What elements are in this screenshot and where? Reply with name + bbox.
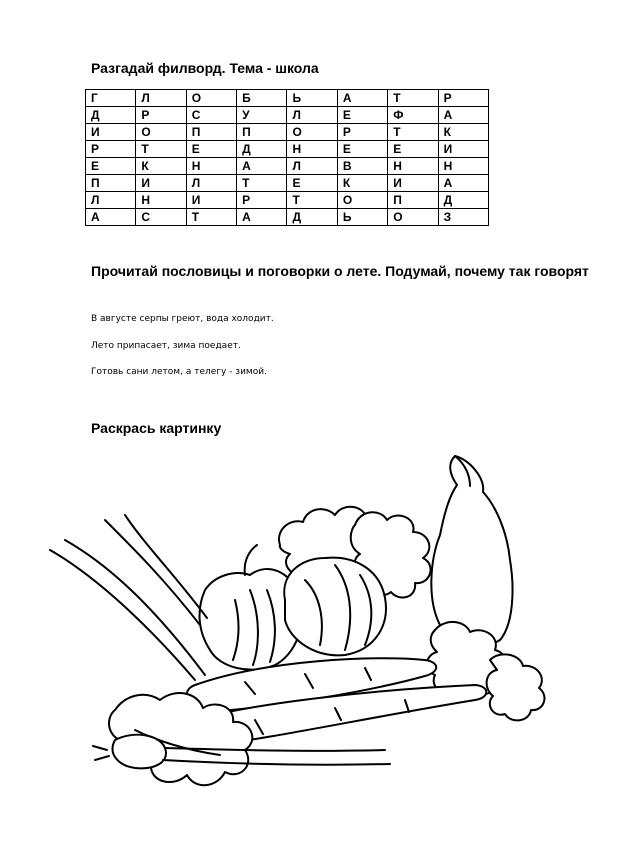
grid-cell: Т xyxy=(287,192,337,209)
grid-cell: Л xyxy=(186,175,236,192)
grid-cell: Б xyxy=(237,90,287,107)
grid-cell: В xyxy=(337,158,387,175)
grid-cell: А xyxy=(86,209,136,226)
squash-shape xyxy=(431,456,512,645)
grid-cell: Н xyxy=(136,192,186,209)
grid-cell: И xyxy=(186,192,236,209)
grid-cell: Р xyxy=(337,124,387,141)
grid-row xyxy=(86,209,489,226)
grid-cell: Н xyxy=(287,141,337,158)
grid-row xyxy=(86,107,489,124)
grid-cell: А xyxy=(237,158,287,175)
grid-cell: О xyxy=(186,90,236,107)
leaf-right-2 xyxy=(487,654,545,720)
grid-cell: П xyxy=(186,124,236,141)
grid-cell: К xyxy=(438,124,488,141)
grid-cell: Д xyxy=(287,209,337,226)
grid-cell: О xyxy=(388,209,438,226)
vegetables-coloring-icon xyxy=(45,450,605,840)
filword-heading: Разгадай филворд. Тема - школа xyxy=(91,60,319,76)
filword-grid xyxy=(85,89,489,226)
grid-cell: А xyxy=(438,175,488,192)
grid-cell: И xyxy=(388,175,438,192)
grid-cell: Е xyxy=(186,141,236,158)
grid-row xyxy=(86,90,489,107)
grid-cell: Д xyxy=(86,107,136,124)
grid-cell: А xyxy=(438,107,488,124)
grid-row xyxy=(86,141,489,158)
grid-cell: О xyxy=(136,124,186,141)
grid-cell: Т xyxy=(237,175,287,192)
grid-cell: А xyxy=(337,90,387,107)
grid-cell: П xyxy=(237,124,287,141)
grid-row xyxy=(86,192,489,209)
grid-cell: Ь xyxy=(337,209,387,226)
grid-cell: Р xyxy=(136,107,186,124)
grid-cell: Ь xyxy=(287,90,337,107)
grid-cell: Л xyxy=(86,192,136,209)
proverb-1: В августе серпы греют, вода холодит. xyxy=(91,314,274,324)
grid-cell: О xyxy=(337,192,387,209)
grid-cell: Н xyxy=(388,158,438,175)
grid-cell: Л xyxy=(287,158,337,175)
grid-cell: Р xyxy=(438,90,488,107)
grid-cell: К xyxy=(136,158,186,175)
grid-cell: Т xyxy=(388,90,438,107)
green-onion-4 xyxy=(125,515,207,618)
grid-cell: Д xyxy=(438,192,488,209)
grid-cell: И xyxy=(136,175,186,192)
grid-cell: Е xyxy=(388,141,438,158)
grid-cell: Л xyxy=(136,90,186,107)
grid-cell: Л xyxy=(287,107,337,124)
grid-row xyxy=(86,158,489,175)
green-onion-3 xyxy=(105,520,200,625)
coloring-heading: Раскрась картинку xyxy=(91,420,222,436)
grid-cell: Г xyxy=(86,90,136,107)
grid-cell: А xyxy=(237,209,287,226)
grid-cell: И xyxy=(86,124,136,141)
green-onion-2 xyxy=(65,540,205,675)
grid-cell: Е xyxy=(337,107,387,124)
proverb-2: Лето припасает, зима поедает. xyxy=(91,341,241,351)
green-onion-1 xyxy=(50,550,195,680)
grid-cell: Н xyxy=(186,158,236,175)
proverbs-heading: Прочитай пословицы и поговорки о лете. Подумай, почему так говорят xyxy=(91,263,589,279)
grid-cell: П xyxy=(388,192,438,209)
onion-bulb xyxy=(113,735,166,769)
grid-cell: Р xyxy=(237,192,287,209)
grid-cell: К xyxy=(337,175,387,192)
grid-cell: З xyxy=(438,209,488,226)
grid-cell: С xyxy=(136,209,186,226)
grid-cell: Е xyxy=(287,175,337,192)
grid-cell: Е xyxy=(337,141,387,158)
grid-cell: Н xyxy=(438,158,488,175)
proverb-3: Готовь сани летом, а телегу - зимой. xyxy=(91,367,267,377)
grid-cell: Р xyxy=(86,141,136,158)
grid-cell: Ф xyxy=(388,107,438,124)
grid-cell: Т xyxy=(388,124,438,141)
grid-cell: С xyxy=(186,107,236,124)
grid-row xyxy=(86,175,489,192)
grid-cell: Т xyxy=(186,209,236,226)
grid-cell: И xyxy=(438,141,488,158)
grid-cell: У xyxy=(237,107,287,124)
grid-cell: Т xyxy=(136,141,186,158)
grid-cell: О xyxy=(287,124,337,141)
grid-cell: Д xyxy=(237,141,287,158)
grid-cell: П xyxy=(86,175,136,192)
grid-row xyxy=(86,124,489,141)
grid-cell: Е xyxy=(86,158,136,175)
